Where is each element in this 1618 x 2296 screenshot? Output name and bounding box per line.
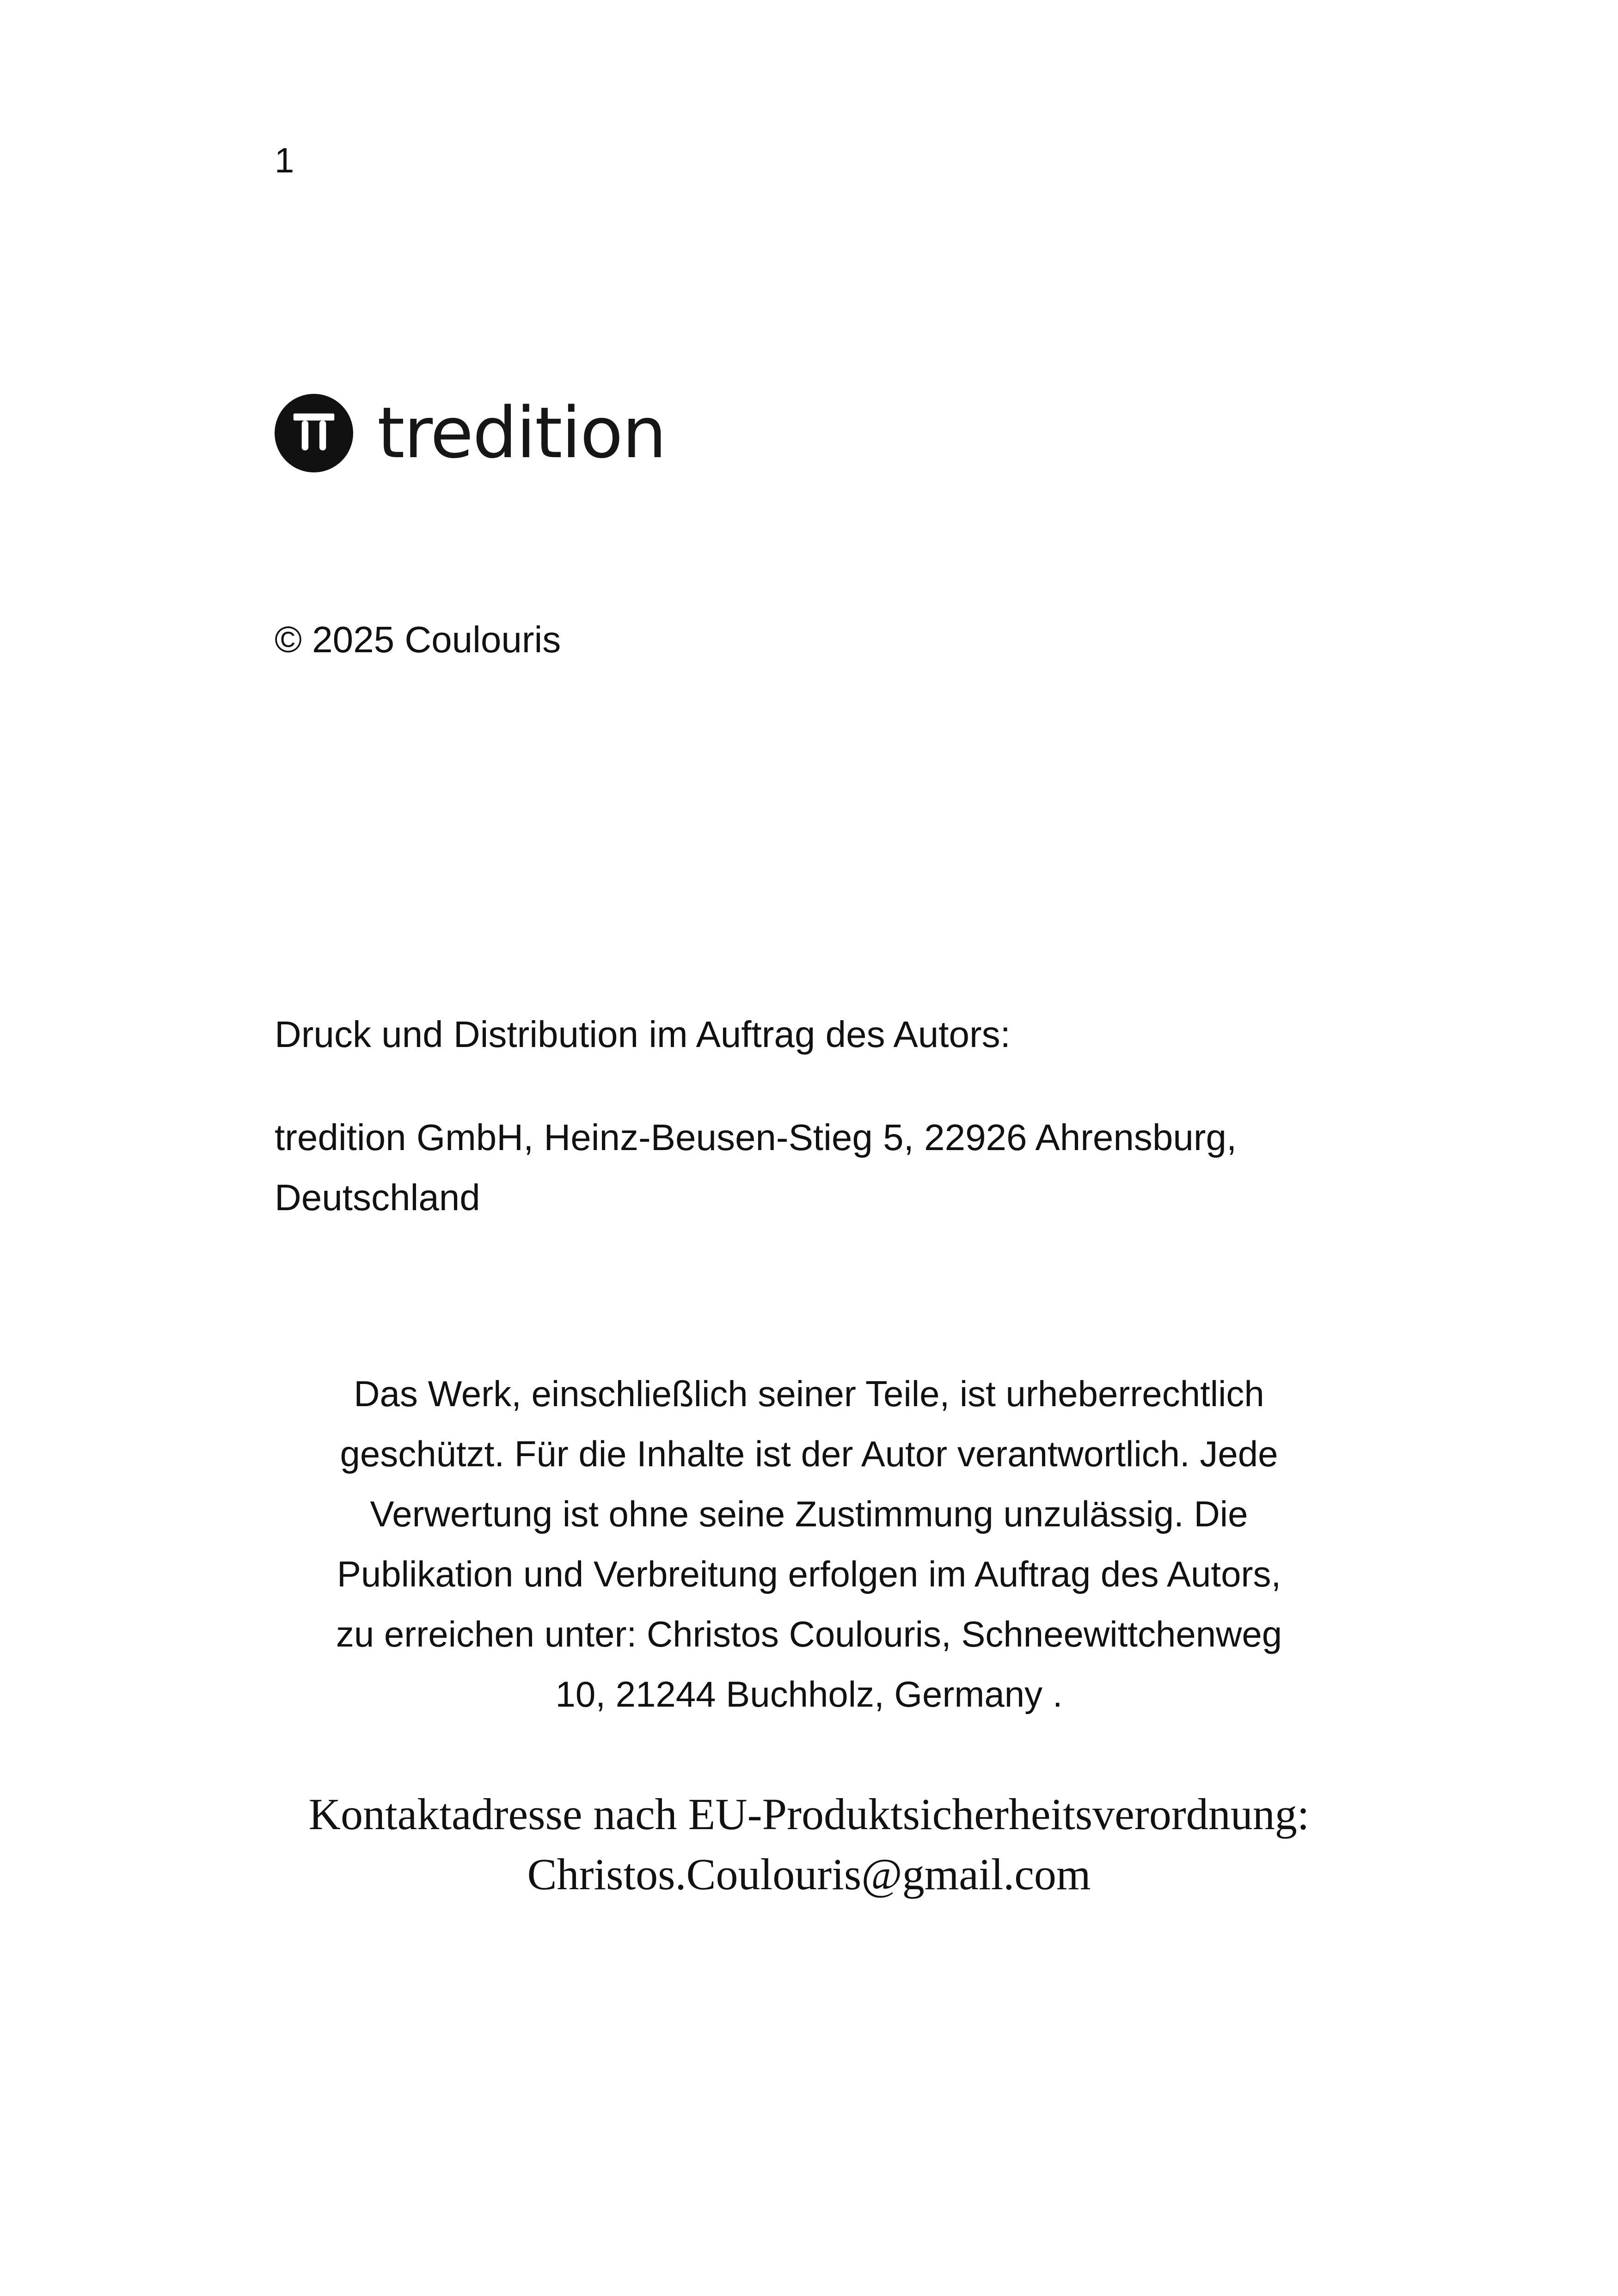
copyright-notice-line: Publikation und Verbreitung erfolgen im Auftrag des Autors, bbox=[337, 1554, 1281, 1594]
copyright-notice-line: Verwertung ist ohne seine Zustimmung unzulässig. Die bbox=[370, 1494, 1248, 1534]
tredition-logo-icon bbox=[275, 394, 353, 472]
copyright-notice-line: zu erreichen unter: Christos Coulouris, Schneewittchenweg bbox=[336, 1614, 1282, 1654]
contact-block bbox=[259, 1784, 1359, 1904]
copyright-notice-line: 10, 21244 Buchholz, Germany . bbox=[555, 1674, 1063, 1714]
publisher-country-line: Deutschland bbox=[275, 1177, 480, 1218]
contact-email: Christos.Coulouris@gmail.com bbox=[527, 1849, 1091, 1899]
contact-label: Kontaktadresse nach EU-Produktsicherheitsverordnung: bbox=[308, 1789, 1310, 1839]
copyright-notice bbox=[259, 1364, 1359, 1724]
publisher-logo bbox=[275, 394, 666, 472]
copyright-notice-line: geschützt. Für die Inhalte ist der Autor verantwortlich. Jede bbox=[340, 1433, 1278, 1474]
page-number: 1 bbox=[275, 141, 294, 180]
copyright-notice-line: Das Werk, einschließlich seiner Teile, ist urheberrechtlich bbox=[354, 1373, 1264, 1414]
copyright-line: © 2025 Coulouris bbox=[275, 619, 561, 660]
publisher-address bbox=[275, 1108, 1384, 1228]
print-distribution-label: Druck und Distribution im Auftrag des Autors: bbox=[275, 1014, 1011, 1055]
brand-name: tredition bbox=[377, 392, 666, 474]
publisher-address-line: tredition GmbH, Heinz-Beusen-Stieg 5, 22926 Ahrensburg, bbox=[275, 1117, 1237, 1158]
